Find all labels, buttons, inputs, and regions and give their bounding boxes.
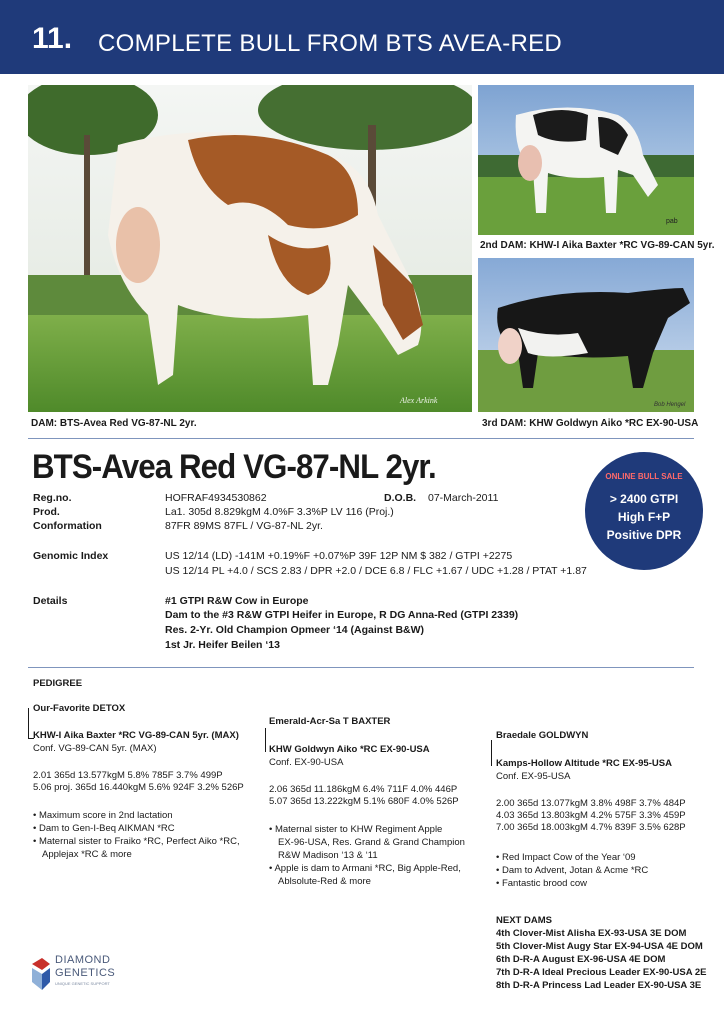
logo-line1: DIAMOND bbox=[55, 954, 111, 966]
prod-label: Prod. bbox=[33, 506, 60, 518]
next-dam: 8th D-R-A Princess Lad Leader EX-90-USA 3E bbox=[496, 980, 702, 991]
pedigree-label: PEDIGREE bbox=[33, 678, 83, 689]
dam-bullet-cont: Applejax *RC & more bbox=[42, 849, 132, 860]
ggdam-conf: Conf. EX-95-USA bbox=[496, 771, 571, 782]
next-dam: 4th Clover-Mist Alisha EX-93-USA 3E DOM bbox=[496, 928, 687, 939]
sale-badge bbox=[585, 452, 703, 570]
company-logo bbox=[30, 952, 120, 996]
dam-bullet: • Maximum score in 2nd lactation bbox=[33, 810, 173, 821]
pedigree-line bbox=[28, 708, 29, 738]
regno-value: HOFRAF4934530862 bbox=[165, 492, 267, 504]
genomic-line-2: US 12/14 PL +4.0 / SCS 2.83 / DPR +2.0 / DCE 6.8 / FLC +1.67 / UDC +1.28 / PTAT +1.87 bbox=[165, 565, 587, 577]
ggdam-bullet-text: Dam to Advent, Jotan & Acme *RC bbox=[501, 865, 649, 876]
dam-record: 2.01 365d 13.577kgM 5.8% 785F 3.7% 499P bbox=[33, 770, 223, 781]
genomic-label: Genomic Index bbox=[33, 550, 109, 562]
gdam-bullet-text: Apple is dam to Armani *RC, Big Apple-Red, bbox=[274, 863, 461, 874]
photo-credit-top-right: pab bbox=[666, 218, 678, 225]
dam-record: 5.06 proj. 365d 16.440kgM 5.6% 924F 3.2% 526P bbox=[33, 782, 244, 793]
details-line: #1 GTPI R&W Cow in Europe bbox=[165, 595, 309, 607]
diamond-logo-icon bbox=[30, 954, 52, 994]
third-dam-caption: 3rd DAM: KHW Goldwyn Aiko *RC EX-90-USA bbox=[482, 418, 699, 429]
page-header bbox=[0, 0, 724, 74]
dam-caption: DAM: BTS-Avea Red VG-87-NL 2yr. bbox=[31, 418, 197, 429]
gdam-bullet-cont: R&W Madison ‘13 & ‘11 bbox=[278, 850, 378, 861]
regno-label: Reg.no. bbox=[33, 492, 72, 504]
details-label: Details bbox=[33, 595, 68, 607]
genomic-line-1: US 12/14 (LD) -141M +0.19%F +0.07%P 39F 12P NM $ 382 / GTPI +2275 bbox=[165, 550, 513, 562]
pedigree-line bbox=[491, 740, 492, 766]
next-dam: 6th D-R-A August EX-96-USA 4E DOM bbox=[496, 954, 666, 965]
gdam-record: 2.06 365d 11.186kgM 6.4% 711F 4.0% 446P bbox=[269, 784, 458, 795]
dob-value: 07-March-2011 bbox=[428, 492, 499, 504]
prod-value: La1. 305d 8.829kgM 4.0%F 3.3%P LV 116 (Proj.) bbox=[165, 506, 394, 518]
ggdam-bullet-text: Red Impact Cow of the Year ‘09 bbox=[501, 852, 636, 863]
cow-name: BTS-Avea Red VG-87-NL 2yr. bbox=[32, 448, 436, 486]
gdam-name: KHW Goldwyn Aiko *RC EX-90-USA bbox=[269, 744, 430, 755]
dam-name: KHW-I Aika Baxter *RC VG-89-CAN 5yr. (MAX) bbox=[33, 730, 239, 741]
gdam-bullet-cont: Ablsolute-Red & more bbox=[278, 876, 371, 887]
badge-top: ONLINE BULL SALE bbox=[605, 472, 683, 481]
badge-line: High F+P bbox=[617, 510, 671, 524]
gdam-conf: Conf. EX-90-USA bbox=[269, 757, 344, 768]
ggdam-bullet: • Dam to Advent, Jotan & Acme *RC bbox=[496, 865, 649, 876]
ggdam-bullet: • Fantastic brood cow bbox=[496, 878, 587, 889]
badge-line: > 2400 GTPI bbox=[609, 492, 679, 506]
gdam-sire-name: Braedale GOLDWYN bbox=[496, 730, 589, 741]
pedigree-line bbox=[265, 728, 266, 752]
next-dams-label: NEXT DAMS bbox=[496, 915, 552, 926]
details-line: Dam to the #3 R&W GTPI Heifer in Europe, R DG Anna-Red (GTPI 2339) bbox=[165, 609, 519, 621]
badge-line: Positive DPR bbox=[606, 528, 682, 542]
page-title: COMPLETE BULL FROM BTS AVEA-RED bbox=[98, 30, 563, 57]
third-dam-photo bbox=[478, 258, 694, 412]
gdam-bullet-text: Maternal sister to KHW Regiment Apple bbox=[274, 824, 443, 835]
photo-credit-main: Alex Arkink bbox=[400, 396, 438, 405]
details-line: Res. 2-Yr. Old Champion Opmeer ‘14 (Against B&W) bbox=[165, 624, 425, 636]
ggdam-record: 7.00 365d 18.003kgM 4.7% 839F 3.5% 628P bbox=[496, 822, 686, 833]
details-line: 1st Jr. Heifer Beilen ‘13 bbox=[165, 639, 280, 651]
dam-conf: Conf. VG-89-CAN 5yr. (MAX) bbox=[33, 743, 157, 754]
dam-sire-name: Emerald-Acr-Sa T BAXTER bbox=[269, 716, 391, 727]
conf-label: Conformation bbox=[33, 520, 102, 532]
ggdam-record: 4.03 365d 13.803kgM 4.2% 575F 3.3% 459P bbox=[496, 810, 686, 821]
logo-tagline: UNIQUE GENETIC SUPPORT bbox=[55, 981, 110, 986]
dam-bullet-text: Dam to Gen-I-Beq AIKMAN *RC bbox=[38, 823, 175, 834]
gdam-bullet-cont: EX-96-USA, Res. Grand & Grand Champion bbox=[278, 837, 465, 848]
gdam-bullet: • Maternal sister to KHW Regiment Apple bbox=[269, 824, 443, 835]
photo-credit-bottom-right: Bob Hengel bbox=[654, 402, 686, 408]
sire-name: Our-Favorite DETOX bbox=[33, 703, 126, 714]
divider-bottom bbox=[28, 667, 694, 668]
next-dam: 7th D-R-A Ideal Precious Leader EX-90-USA 2E bbox=[496, 967, 707, 978]
gdam-bullet: • Apple is dam to Armani *RC, Big Apple-Red, bbox=[269, 863, 461, 874]
second-dam-caption: 2nd DAM: KHW-I Aika Baxter *RC VG-89-CAN 5yr. bbox=[480, 240, 715, 251]
ggdam-record: 2.00 365d 13.077kgM 3.8% 498F 3.7% 484P bbox=[496, 798, 686, 809]
dam-bullet: • Dam to Gen-I-Beq AIKMAN *RC bbox=[33, 823, 175, 834]
second-dam-photo bbox=[478, 85, 694, 235]
logo-line2: GENETICS bbox=[55, 967, 116, 979]
section-number: 11. bbox=[32, 22, 73, 55]
divider-top bbox=[28, 438, 694, 439]
ggdam-bullet-text: Fantastic brood cow bbox=[501, 878, 587, 889]
next-dam: 5th Clover-Mist Augy Star EX-94-USA 4E DOM bbox=[496, 941, 703, 952]
ggdam-bullet: • Red Impact Cow of the Year ‘09 bbox=[496, 852, 636, 863]
main-photo bbox=[28, 85, 472, 412]
ggdam-name: Kamps-Hollow Altitude *RC EX-95-USA bbox=[496, 758, 672, 769]
dam-bullet-text: Maternal sister to Fraiko *RC, Perfect Aiko *RC, bbox=[38, 836, 240, 847]
dob-label: D.O.B. bbox=[384, 492, 417, 504]
conf-value: 87FR 89MS 87FL / VG-87-NL 2yr. bbox=[165, 520, 323, 532]
gdam-record: 5.07 365d 13.222kgM 5.1% 680F 4.0% 526P bbox=[269, 796, 459, 807]
dam-bullet: • Maternal sister to Fraiko *RC, Perfect Aiko *RC, bbox=[33, 836, 240, 847]
dam-bullet-text: Maximum score in 2nd lactation bbox=[38, 810, 173, 821]
